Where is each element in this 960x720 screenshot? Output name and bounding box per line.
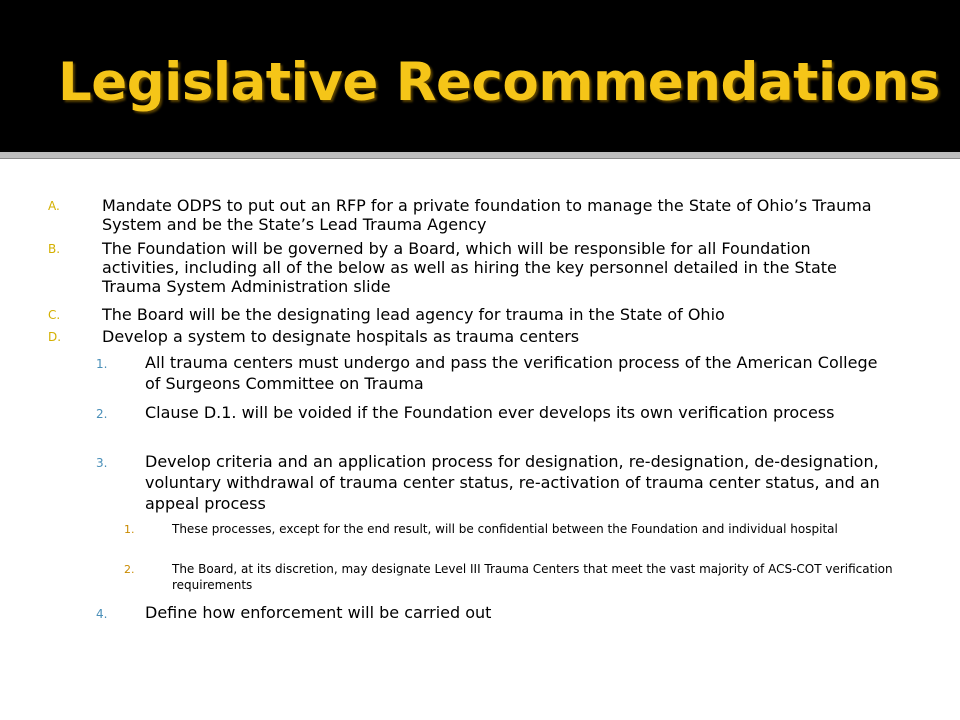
list-marker: 2. bbox=[96, 407, 108, 421]
list-item-text: These processes, except for the end result, will be confidential between the Foundation and individual hospital bbox=[172, 522, 838, 536]
list-item-text: Define how enforcement will be carried out bbox=[145, 603, 492, 622]
list-marker: D. bbox=[48, 330, 62, 344]
list-item-text: Clause D.1. will be voided if the Foundation ever develops its own verification process bbox=[145, 403, 835, 422]
list-marker: C. bbox=[48, 308, 61, 322]
list-item-text: The Board, at its discretion, may designate Level III Trauma Centers that meet the vast majority of ACS-COT verification requirements bbox=[172, 562, 893, 592]
list-item-text: Develop a system to designate hospitals as trauma centers bbox=[102, 327, 580, 346]
list-item-text: All trauma centers must undergo and pass the verification process of the American College of Surgeons Committee on Trauma bbox=[145, 353, 878, 393]
list-marker: 4. bbox=[96, 607, 108, 621]
list-item-text: The Board will be the designating lead agency for trauma in the State of Ohio bbox=[102, 305, 725, 324]
slide-title: Legislative Recommendations bbox=[58, 52, 940, 113]
list-marker: 3. bbox=[96, 456, 108, 470]
list-item-text: Mandate ODPS to put out an RFP for a private foundation to manage the State of Ohio’s Trauma System and be the State’s Lead Trauma Agency bbox=[102, 196, 872, 234]
slide-content bbox=[0, 159, 960, 720]
title-divider bbox=[0, 152, 960, 159]
list-marker: 1. bbox=[96, 357, 108, 371]
list-marker: B. bbox=[48, 242, 61, 256]
list-marker: 1. bbox=[124, 523, 135, 536]
list-marker: A. bbox=[48, 199, 60, 213]
list-item-text: The Foundation will be governed by a Board, which will be responsible for all Foundation activities, including all of the below as well as hiring the key personnel detailed in the State Trauma System Administration slide bbox=[102, 239, 837, 296]
list-item-text: Develop criteria and an application process for designation, re-designation, de-designation, voluntary withdrawal of trauma center status, re-activation of trauma center status, and an appeal process bbox=[145, 452, 880, 513]
title-bar bbox=[0, 0, 960, 150]
list-marker: 2. bbox=[124, 563, 135, 576]
